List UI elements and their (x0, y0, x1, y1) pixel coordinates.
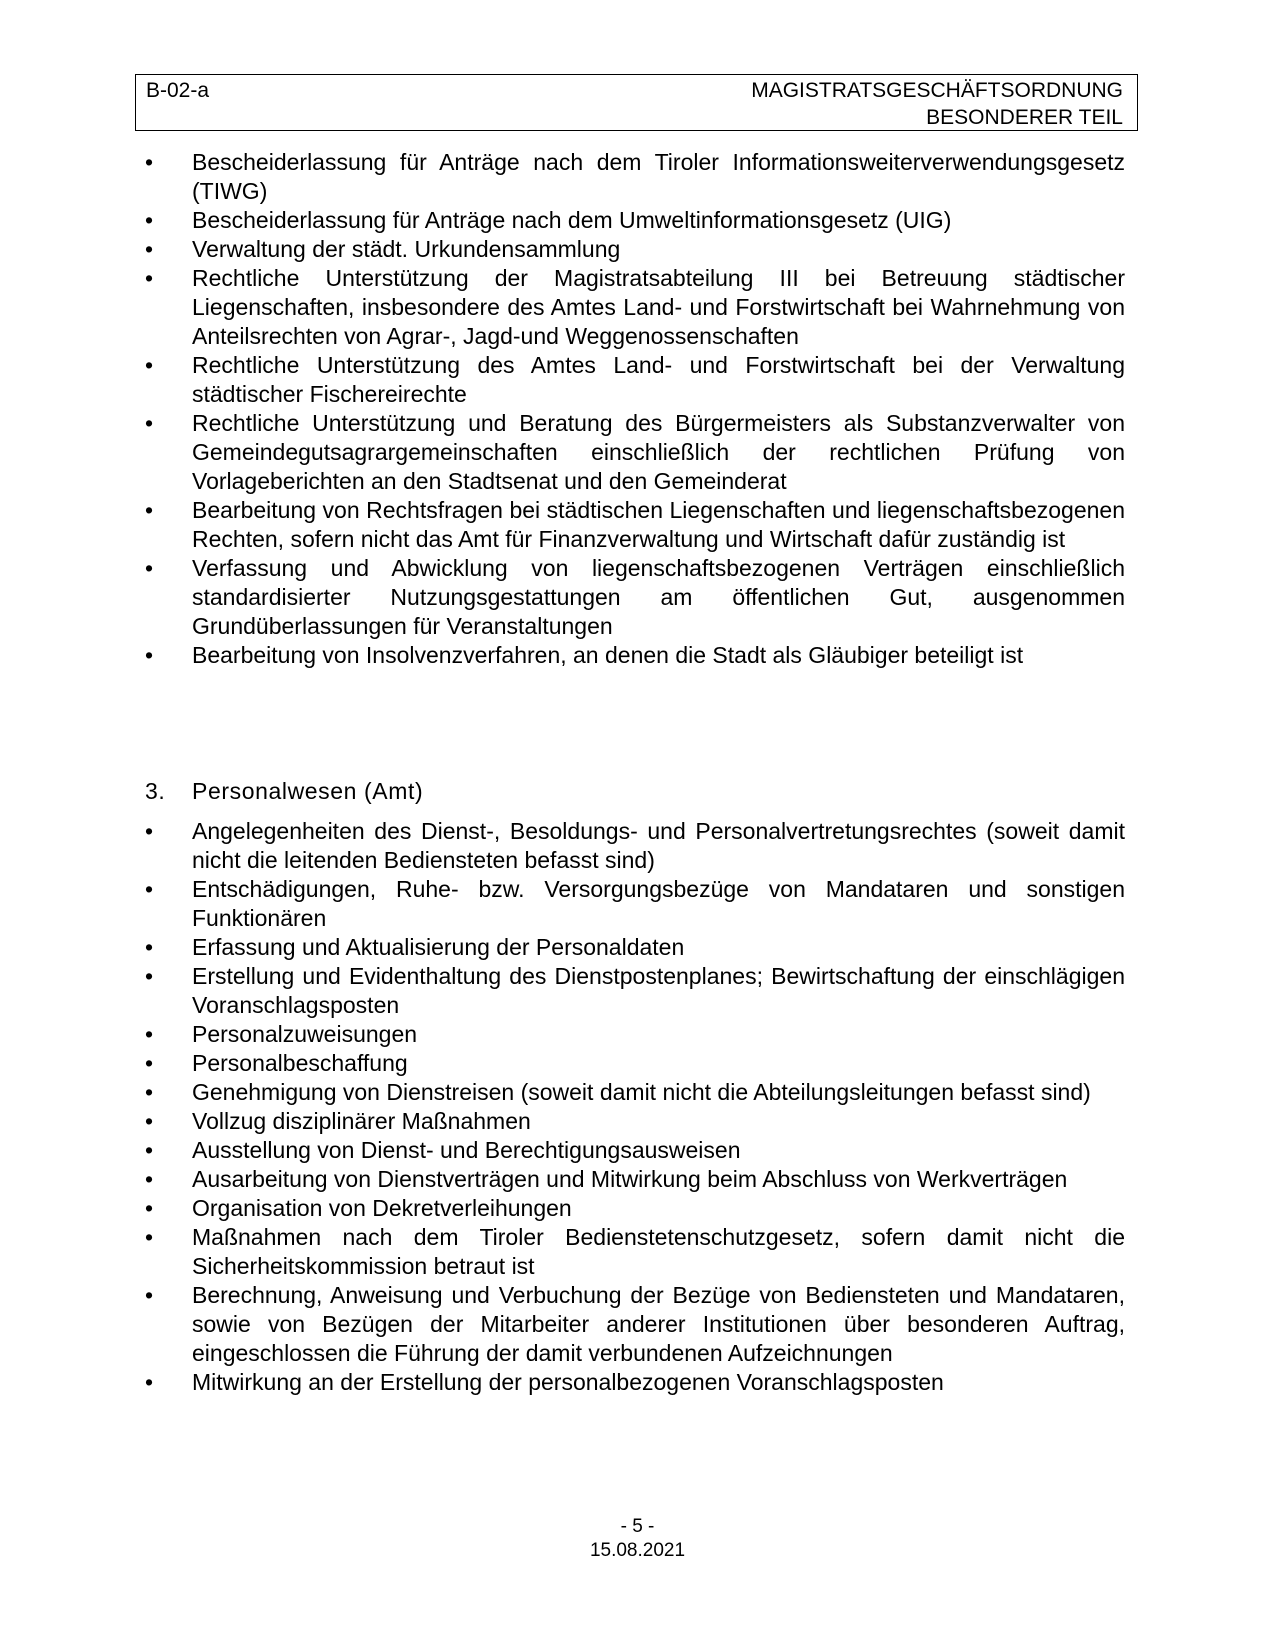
list-item-text: Erfassung und Aktualisierung der Personaldaten (192, 934, 685, 960)
bullet-icon: • (145, 236, 154, 262)
list-item (145, 962, 1125, 1020)
list-item (145, 933, 1125, 962)
list-item (145, 148, 1125, 206)
list-item-text: Bescheiderlassung für Anträge nach dem Tiroler Informationsweiterverwendungsgesetz (TIWG) (192, 149, 1125, 204)
list-item-text: Verfassung und Abwicklung von liegenschaftsbezogenen Verträgen einschließlich standardisierter Nutzungsgestattungen am öffentlichen Gut, ausgenommen Grundüberlassungen für Veranstaltungen (192, 555, 1125, 639)
bullet-icon: • (145, 1137, 154, 1163)
list-item (145, 1368, 1125, 1397)
document-code: B-02-a (146, 79, 210, 102)
list-item-text: Rechtliche Unterstützung des Amtes Land- und Forstwirtschaft bei der Verwaltung städtischer Fischereirechte (192, 352, 1125, 407)
list-item (145, 1194, 1125, 1223)
list-item-text: Ausstellung von Dienst- und Berechtigungsausweisen (192, 1137, 741, 1163)
bullet-icon: • (145, 1282, 154, 1308)
bullet-icon: • (145, 642, 154, 668)
list-item-text: Verwaltung der städt. Urkundensammlung (192, 236, 621, 262)
list-item (145, 496, 1125, 554)
list-item (145, 264, 1125, 351)
list-item-text: Rechtliche Unterstützung der Magistratsabteilung III bei Betreuung städtischer Liegenschaften, insbesondere des Amtes Land- und Forstwirtschaft bei Wahrnehmung von Anteilsrechten von Agrar-, Jagd-und Weggenossenschaften (192, 265, 1125, 349)
bullet-icon: • (145, 1166, 154, 1192)
responsibilities-list-personnel (145, 817, 1125, 1397)
bullet-icon: • (145, 1369, 154, 1395)
bullet-icon: • (145, 497, 154, 523)
bullet-icon: • (145, 555, 154, 581)
bullet-icon: • (145, 1195, 154, 1221)
page-header (135, 74, 1138, 131)
list-item-text: Bearbeitung von Insolvenzverfahren, an denen die Stadt als Gläubiger beteiligt ist (192, 642, 1024, 668)
list-item (145, 1078, 1125, 1107)
bullet-icon: • (145, 410, 154, 436)
list-item-text: Maßnahmen nach dem Tiroler Bedienstetenschutzgesetz, sofern damit nicht die Sicherheitskommission betraut ist (192, 1224, 1125, 1279)
bullet-icon: • (145, 1079, 154, 1105)
bullet-icon: • (145, 265, 154, 291)
section-title: Personalwesen (Amt) (192, 778, 424, 804)
list-item-text: Personalbeschaffung (192, 1050, 408, 1076)
list-item-text: Vollzug disziplinärer Maßnahmen (192, 1108, 531, 1134)
bullet-icon: • (145, 149, 154, 175)
list-item-text: Berechnung, Anweisung und Verbuchung der Bezüge von Bediensteten und Mandataren, sowie von Bezügen der Mitarbeiter anderer Institutionen über besonderen Auftrag, eingeschlossen die Führung der damit verbundenen Aufzeichnungen (192, 1282, 1125, 1366)
list-item (145, 206, 1125, 235)
bullet-icon: • (145, 1108, 154, 1134)
bullet-icon: • (145, 1224, 154, 1250)
list-item (145, 1223, 1125, 1281)
list-item (145, 1165, 1125, 1194)
list-item-text: Angelegenheiten des Dienst-, Besoldungs- und Personalvertretungsrechtes (soweit damit nicht die leitenden Bediensteten befasst sind) (192, 818, 1125, 873)
bullet-icon: • (145, 1050, 154, 1076)
bullet-icon: • (145, 207, 154, 233)
list-item (145, 1281, 1125, 1368)
bullet-icon: • (145, 352, 154, 378)
list-item-text: Entschädigungen, Ruhe- bzw. Versorgungsbezüge von Mandataren und sonstigen Funktionären (192, 876, 1125, 931)
bullet-icon: • (145, 963, 154, 989)
bullet-icon: • (145, 818, 154, 844)
list-item-text: Genehmigung von Dienstreisen (soweit damit nicht die Abteilungsleitungen befasst sind) (192, 1079, 1091, 1105)
document-title-line2: BESONDERER TEIL (926, 106, 1123, 129)
list-item-text: Ausarbeitung von Dienstverträgen und Mitwirkung beim Abschluss von Werkverträgen (192, 1166, 1068, 1192)
list-item (145, 1107, 1125, 1136)
list-item-text: Erstellung und Evidenthaltung des Dienstpostenplanes; Bewirtschaftung der einschlägigen Voranschlagsposten (192, 963, 1125, 1018)
list-item (145, 554, 1125, 641)
list-item-text: Personalzuweisungen (192, 1021, 418, 1047)
list-item (145, 1136, 1125, 1165)
bullet-icon: • (145, 876, 154, 902)
section-heading (145, 777, 423, 806)
list-item (145, 235, 1125, 264)
list-item (145, 351, 1125, 409)
document-title (751, 77, 1123, 131)
document-date: 15.08.2021 (589, 1540, 686, 1561)
list-item (145, 409, 1125, 496)
list-item-text: Organisation von Dekretverleihungen (192, 1195, 572, 1221)
list-item (145, 875, 1125, 933)
list-item-text: Bearbeitung von Rechtsfragen bei städtischen Liegenschaften und liegenschaftsbezogenen Rechten, sofern nicht das Amt für Finanzverwaltung und Wirtschaft dafür zuständig ist (192, 497, 1125, 552)
list-item (145, 817, 1125, 875)
list-item-text: Bescheiderlassung für Anträge nach dem Umweltinformationsgesetz (UIG) (192, 207, 952, 233)
bullet-icon: • (145, 1021, 154, 1047)
list-item (145, 1020, 1125, 1049)
document-title-line1: MAGISTRATSGESCHÄFTSORDNUNG (751, 79, 1123, 102)
section-number: 3. (145, 778, 166, 804)
bullet-icon: • (145, 934, 154, 960)
responsibilities-list-legal (145, 148, 1125, 670)
list-item-text: Rechtliche Unterstützung und Beratung des Bürgermeisters als Substanzverwalter von Gemeindegutsagrargemeinschaften einschließlich der rechtlichen Prüfung von Vorlageberichten an den Stadtsenat und den Gemeinderat (192, 410, 1125, 494)
list-item (145, 1049, 1125, 1078)
page-number: - 5 - (620, 1516, 655, 1537)
list-item (145, 641, 1125, 670)
list-item-text: Mitwirkung an der Erstellung der personalbezogenen Voranschlagsposten (192, 1369, 944, 1395)
